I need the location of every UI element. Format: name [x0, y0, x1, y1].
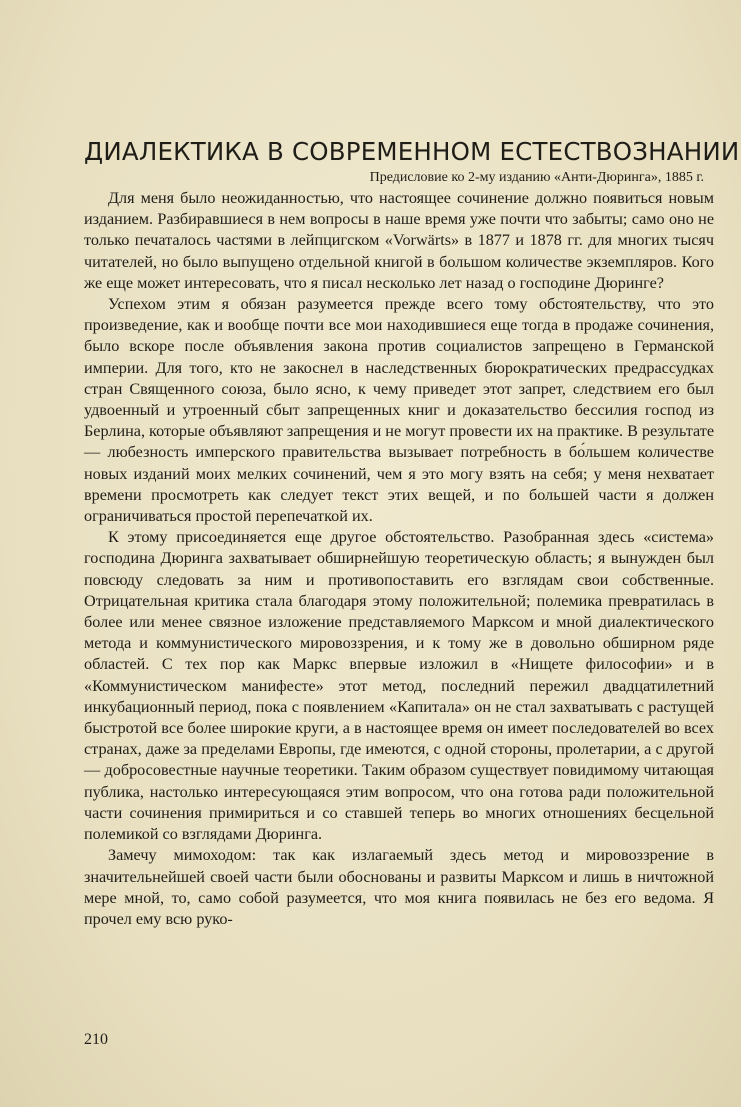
paragraph-3: К этому присоединяется еще другое обстоятельство. Разобранная здесь «система» господина Дюринга захватывает обширнейшую теоретическую область; я вынужден был повсюду следовать за ним и противопоставить его взглядам свои собственные. Отрицательная критика стала благодаря этому положительной; полемика превратилась в более или менее связное изложение представляемого Марксом и мной диалектического метода и коммунистического мировоззрения, и к тому же в довольно обширном ряде областей. С тех пор как Маркс впервые изложил в «Нищете философии» и в «Коммунистическом манифесте» этот метод, последний пережил двадцатилетний инкубационный период, пока с появлением «Капитала» он не стал захватывать с растущей быстротой все более широкие круги, а в настоящее время он имеет последователей во всех странах, даже за пределами Европы, где имеются, с одной стороны, пролетарии, а с другой — добросовестные научные теоретики. Таким образом существует повидимому читающая публика, настолько интересующаяся этим вопросом, что она готова ради положительной части сочинения примириться и со ставшей теперь во многих отношениях бесцельной полемикой со взглядами Дюринга.	[84, 528, 714, 844]
paragraph-2: Успехом этим я обязан разумеется прежде всего тому обстоятельству, что это произведение, как и вообще почти все мои находившиеся еще тогда в продаже сочинения, было вскоре после объявления закона против социалистов запрещено в Германской империи. Для того, кто не закоснел в наследственных бюрократических предрассудках стран Священного союза, было ясно, к чему приведет этот запрет, следствием его был удвоенный и утроенный сбыт запрещенных книг и доказательство бессилия господ из Берлина, которые объявляют запрещения и не могут провести их на практике. В результате — любезность имперского правительства вызывает потребность в бо́льшем количестве новых изданий моих мелких сочинений, чем я это могу взять на себя; у меня нехватает времени просмотреть как следует текст этих вещей, и по большей части я должен ограничиваться простой перепечаткой их.	[84, 295, 715, 526]
chapter-subtitle: Предисловие ко 2-му изданию «Анти-Дюринга», 1885 г.	[369, 170, 704, 185]
page-number: 210	[84, 1031, 108, 1048]
chapter-title: ДИАЛЕКТИКА В СОВРЕМЕННОМ ЕСТЕСТВОЗНАНИИ	[84, 137, 740, 166]
paragraph-1: Для меня было неожиданностью, что настоящее сочинение должно появиться новым изданием. Разбиравшиеся в нем вопросы в наше время уже почти что забыты; само оно не только печаталось частями в лейпцигском «Vorwärts» в 1877 и 1878 гг. для многих тысяч читателей, но было выпущено отдельной книгой в большом количестве экземпляров. Кого же еще может интересовать, что я писал несколько лет назад о господине Дюринге?	[84, 189, 714, 292]
paragraph-4: Замечу мимоходом: так как излагаемый здесь метод и мировоззрение в значительнейшей своей части были обоснованы и развиты Марксом и лишь в ничтожной мере мной, то, само собой разумеется, что моя книга появилась не без его ведома. Я прочел ему всю руко-	[84, 846, 714, 928]
page-body	[84, 136, 740, 930]
